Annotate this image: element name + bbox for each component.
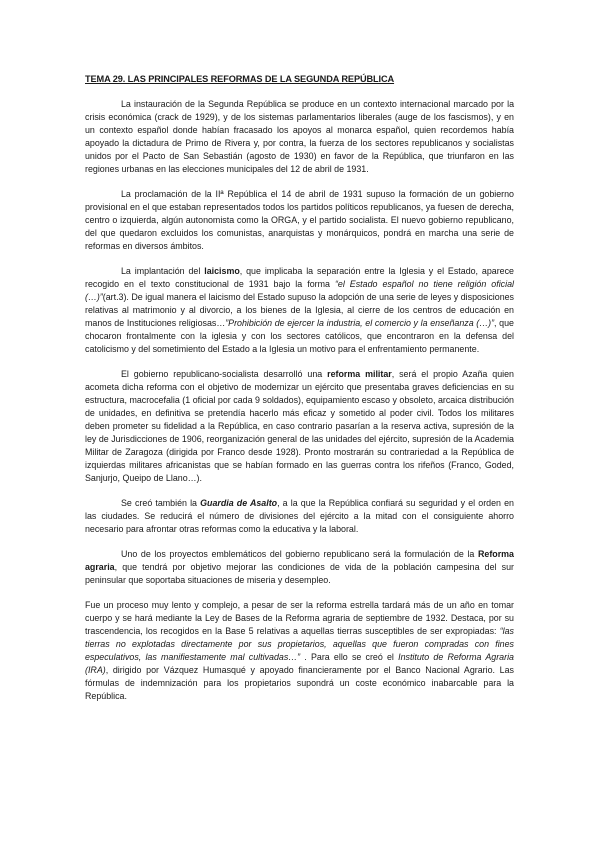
paragraph-agrarian-reform xyxy=(85,548,514,587)
text-run: Se creó también la xyxy=(121,498,201,508)
paragraph-context: La instauración de la Segunda República se produce en un contexto internacional marcado por la crisis económica (crack de 1929), y de los sistemas parlamentarios liberales (auge de los fascismos), y en un contexto español donde habían fracasado los apoyos al monarca español, quien recordemos había apoyado la dictadura de Primo de Rivera y, por contra, la fuerza de los sectores republicanos y socialistas unidos por el Pacto de San Sebastián (agosto de 1930) en favor de la República, que triunfaron en las regiones urbanas en las elecciones municipales del 12 de abril de 1931. xyxy=(85,99,514,174)
keyword-military-reform: reforma militar xyxy=(327,369,392,379)
paragraph-laicism xyxy=(85,265,514,356)
quote-prohibition: ”Prohibición de ejercer la industria, el comercio y la enseñanza (…)” xyxy=(225,318,495,328)
paragraph-proclamation: La proclamación de la IIª República el 14 de abril de 1931 supuso la formación de un gobierno provisional en el que estaban representados todos los partidos políticos republicanos, ya fuesen de derecha, centro o izquierda, algún autonomista como la ORGA, y el partido socialista. El nuevo gobierno republicano, del que quedaron excluidos los comunistas, anarquistas y monárquicos, pondrá en marcha una serie de reformas en diversos ámbitos. xyxy=(85,189,514,251)
text-run: , dirigido por Vázquez Humasqué y apoyado financieramente por el Banco Nacional Agrario. Las fórmulas de indemnización para los propietarios supondrá un coste económico inabarcable para la República. xyxy=(85,665,514,701)
keyword-assault-guard xyxy=(200,498,277,508)
text-run: (art.3). De igual manera el laicismo del Estado supuso la adopción de una serie de leyes y disposiciones relativas al matrimonio y al divorcio, a los bienes de la Iglesia, al cierre de los centros de educación en manos de Instituciones religiosas… xyxy=(85,292,514,328)
paragraph-assault-guard xyxy=(85,497,514,536)
text-run: La implantación del xyxy=(121,266,205,276)
document-title: TEMA 29. LAS PRINCIPALES REFORMAS DE LA SEGUNDA REPÚBLICA xyxy=(85,74,395,84)
institute-name: Instituto de Reforma Agraria (IRA) xyxy=(85,652,514,675)
text-run: , que implicaba la separación entre la Iglesia y el Estado, aparece recogido en el texto constitucional de 1931 bajo la forma xyxy=(85,266,514,289)
quote-constitution: “el Estado español no tiene religión oficial (…)” xyxy=(85,279,514,302)
text-run: , a la que la República confiará su seguridad y el orden en las ciudades. Se reducirá el número de divisiones del ejército a la mitad con el consiguiente ahorro necesario para afrontar otras reformas como la educativa y la laboral. xyxy=(85,498,514,534)
text-run: , que chocaron frontalmente con la iglesia y con los sectores católicos, que encontraron en la defensa del catolicismo y del sometimiento del Estado a la Iglesia un motivo para el enfrentamiento permanente. xyxy=(85,318,514,354)
text-run: . Para ello se creó el xyxy=(300,652,399,662)
keyword-laicism: laicismo xyxy=(204,266,240,276)
quote-base5: “las tierras no explotadas directamente por sus propietarios, aquellas que fueron compradas con fines especulativos, las manifiestamente mal cultivadas…” xyxy=(85,626,514,662)
text-run: , será el propio Azaña quien acometa dicha reforma con el objetivo de modernizar un ejército que presentaba graves deficiencias en su estructura, macrocefalia (1 oficial por cada 9 soldados), equipamiento escaso y obsoleto, arcaica distribución de unidades, en definitiva se pretendía hacerlo más eficaz y sometido al poder civil. Todos los militares deben prometer su fidelidad a la República, en caso contrario pasarían a la reserva activa, supresión de la ley de Jurisdicciones de 1906, reorganización general de las unidades del ejército, supresión de la Academia Militar de Zaragoza (dirigida por Franco desde 1928). Pronto mostrarán su contrariedad a la República de izquierdas militares africanistas que se habían formado en las guerras contra los rifeños (Franco, Goded, Sanjurjo, Queipo de Llano…). xyxy=(85,369,514,483)
text-run: El gobierno republicano-socialista desarrolló una xyxy=(121,369,328,379)
keyword-assault-guard-text: Guardia de Asalto xyxy=(200,498,278,508)
text-run: Fue un proceso muy lento y complejo, a pesar de ser la reforma estrella tardará más de un año en tomar cuerpo y se hará mediante la Ley de Bases de la Reforma agraria de septiembre de 1932. Destaca, por su trascendencia, los recogidos en la Base 5 relativas a aquellas tierras susceptibles de ser expropiadas: xyxy=(85,600,514,636)
text-run: Uno de los proyectos emblemáticos del gobierno republicano será la formulación de la xyxy=(121,549,478,559)
keyword-agrarian-reform: Reforma agraria xyxy=(85,549,514,572)
paragraph-military-reform xyxy=(85,368,514,485)
paragraph-agrarian-process xyxy=(85,599,514,703)
document-page xyxy=(85,73,514,715)
text-run: , que tendrá por objetivo mejorar las condiciones de vida de la población campesina del sur peninsular que soportaba situaciones de miseria y desempleo. xyxy=(85,562,514,585)
